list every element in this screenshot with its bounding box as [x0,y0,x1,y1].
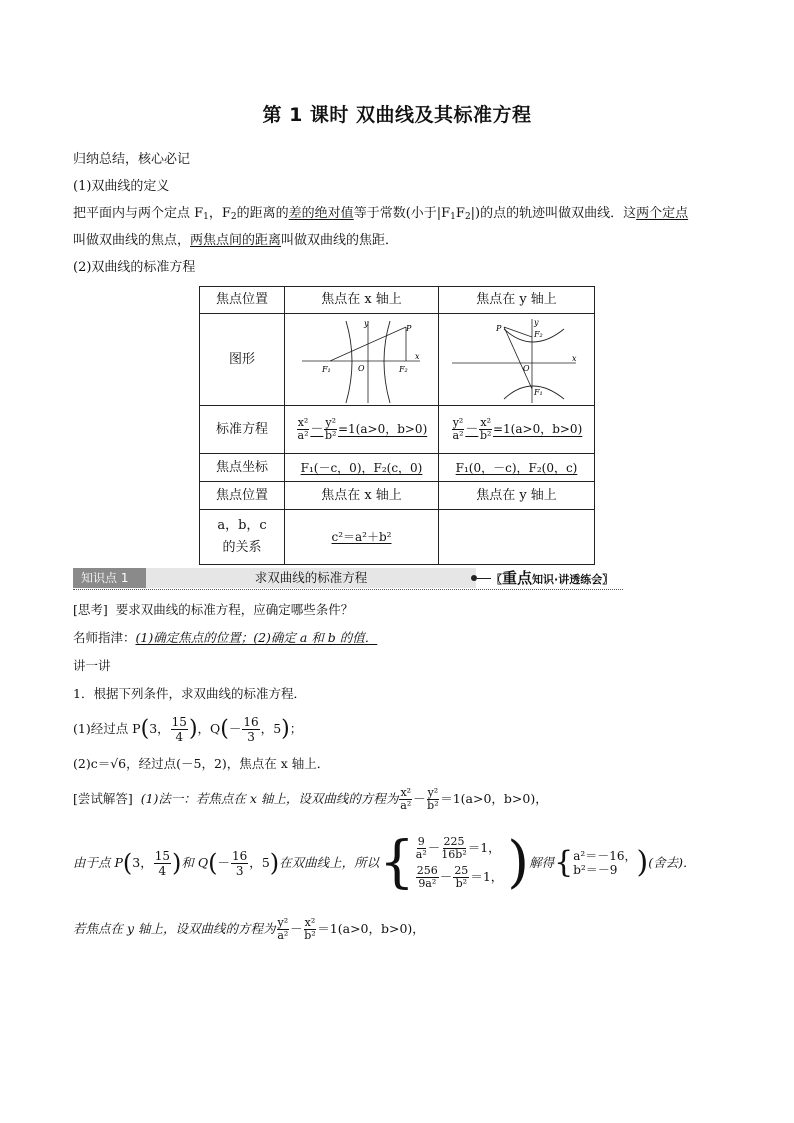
fraction [171,715,188,744]
coord: 3 [132,855,141,870]
fraction [304,917,317,942]
denominator: b² [324,429,337,442]
text: (1)法一：若焦点在 x 轴上，设双曲线的方程为 [140,791,399,806]
denominator: 9a² [418,877,437,890]
fraction [427,787,440,812]
table-cell: 标准方程 [215,421,268,437]
equation-tail: =1(a>0，b>0) [492,422,583,436]
text: 和 Q [181,855,209,870]
definition-heading: (1)双曲线的定义 [73,179,170,194]
page-title: 第 1 课时 双曲线及其标准方程 [262,104,532,126]
standard-equation-heading: (2)双曲线的标准方程 [73,260,196,275]
operator: － [217,855,231,870]
table-cell [200,510,284,564]
numerator: 16 [243,715,259,729]
table-cell: 图形 [228,351,255,367]
point-label: P [495,323,501,333]
numerator: 25 [454,864,469,877]
comma: ， [140,855,153,870]
fraction [324,417,337,442]
fraction [297,417,310,442]
question-1-part-2: (2)c＝√6，经过点(－5，2)，焦点在 x 轴上． [73,756,330,771]
equation-system [415,836,503,890]
equation-tail: ＝1， [470,869,504,884]
hyperbola-y-figure [439,314,594,405]
coord: 5 [273,721,282,736]
numerator: 16 [232,848,248,863]
table-cell: 焦点在 x 轴上 [321,487,402,503]
answer-line-2 [73,826,695,900]
denominator: 4 [158,863,167,878]
hyperbola-x-diagram [302,317,422,403]
numerator: 9 [417,835,425,848]
solution: b²＝－9 [573,863,618,877]
brace-left: { [554,845,574,880]
paren: ) [172,849,182,877]
denominator: b² [455,877,468,890]
numerator: x² [304,916,316,929]
solution: a²＝－16， [573,849,637,863]
relation-label: 的关系 [222,540,262,555]
coord: 3 [149,721,158,736]
answer-label: [尝试解答] [73,791,133,806]
subscript: 2 [230,212,237,222]
operator: － [310,422,324,437]
numerator: y² [452,416,464,429]
operator: － [228,721,242,736]
focal-line [504,327,532,389]
key-point-badge: 〖重点知识·讲透练会〗 [491,569,614,587]
badge-small: 知识·讲透练会 [532,573,603,586]
denominator: b² [427,799,439,812]
teacher-tip [73,628,377,648]
question-1: 1．根据下列条件，求双曲线的标准方程． [73,686,306,701]
operator: － [290,921,303,936]
denominator: b² [479,429,492,442]
text: 解得 [529,855,555,870]
text: 由于点 P [73,855,123,870]
text: F [455,206,465,221]
axis-label: x [414,351,420,361]
equation-x [285,406,438,453]
answer-line-3 [73,912,425,946]
origin-label: O [522,363,530,373]
paren: ) [281,716,290,742]
focus-label: F₁ [321,364,331,374]
denominator: a² [415,848,427,861]
axis-label: y [533,317,539,327]
fraction [399,787,412,812]
lecture-heading: 讲一讲 [73,658,111,673]
numerator: y² [277,916,289,929]
focus-label: F₂ [533,329,543,339]
numerator: y² [325,416,336,429]
fraction [277,917,290,942]
numerator: y² [427,786,439,799]
paren: ) [269,849,280,877]
paren-right: ) [636,845,649,880]
equation-tail: ＝1， [467,840,501,855]
subscript: 1 [450,212,456,222]
table-cell: c²＝a²＋b² [331,530,392,544]
denominator: a² [297,429,309,442]
comma: ， [157,721,170,736]
denominator: b² [304,929,316,942]
text: ，F [208,206,231,221]
think-line [73,600,353,620]
text: ＝1(a>0，b>0)， [440,791,548,806]
denominator: 3 [235,863,244,878]
fraction [154,849,171,878]
equation [415,836,503,861]
dotted-rule [73,589,623,590]
focus-label: F₁ [533,387,543,397]
summary-heading: 归纳总结，核心必记 [73,152,191,167]
knowledge-point-bar [73,568,623,590]
hyperbola-right-branch [384,321,390,403]
denominator: 4 [175,730,184,744]
think-label: [思考] [73,602,108,617]
table-cell: 焦点坐标 [215,459,268,475]
text: 等于常数(小于|F [353,206,451,221]
comma: ， [260,721,274,736]
answer-line-1 [73,782,548,816]
denominator: 3 [247,730,255,744]
operator: － [427,840,441,855]
hyperbola-x-figure [285,314,438,405]
text: |)的点的轨迹叫做双曲线．这 [470,206,637,221]
text: 把平面内与两个定点 F [73,206,204,221]
badge-big: 重点 [502,569,533,587]
numerator: 15 [154,848,171,863]
table-cell: 焦点位置 [215,487,268,503]
equation-underlined [451,417,583,442]
fraction [242,715,259,744]
axis-label: x [571,353,577,363]
teacher-text: (1)确定焦点的位置；(2)确定 a 和 b 的值． [135,630,378,645]
numerator: x² [480,416,491,429]
numerator: 15 [171,715,187,729]
solution-system [573,849,636,877]
teacher-label: 名师指津： [73,630,136,645]
paren: ) [188,716,198,742]
relation-label: a，b，c [217,518,267,533]
fraction [416,836,427,861]
denominator: a² [452,429,464,442]
hyperbola-left-branch [346,321,352,403]
table-cell: 焦点在 x 轴上 [321,292,402,307]
table-cell: F₁(－c，0)，F₂(c，0) [300,460,423,475]
text: 若焦点在 y 轴上，设双曲线的方程为 [73,921,276,936]
paren: ( [122,849,133,877]
fraction [452,417,465,442]
text: 的距离的 [236,206,289,221]
equation [415,865,503,890]
numerator: 225 [443,835,465,848]
definition-line-1 [73,204,688,227]
fraction [453,865,469,890]
equation-y [439,406,594,453]
hyperbola-y-diagram [452,317,582,403]
denominator: 16b² [441,848,467,861]
standard-equation-table [199,286,595,565]
fraction [441,836,466,861]
subscript: 1 [203,212,209,222]
knowledge-topic: 求双曲线的标准方程 [146,568,476,588]
paren: ( [140,716,150,742]
operator: － [413,791,426,806]
numerator: 256 [416,864,438,877]
underlined-term: 两个定点 [636,206,689,221]
connector-line [477,578,491,579]
operator: － [465,422,479,437]
numerator: x² [297,416,309,429]
paren: ( [220,716,229,742]
table-cell: 焦点在 y 轴上 [476,487,557,503]
axis-label: y [363,318,369,328]
text: ＝1(a>0，b>0)， [317,921,425,936]
equation-underlined [296,417,428,442]
table-cell: F₁(0，－c)，F₂(0，c) [455,460,578,475]
underlined-term: 差的绝对值 [288,206,354,221]
brace-left: { [379,830,415,895]
denominator: a² [277,929,289,942]
text: (舍去)． [648,855,696,870]
question-1-part-1 [73,712,302,747]
text: 叫做双曲线的焦距． [281,233,399,248]
table-cell: 焦点在 y 轴上 [476,292,557,307]
focus-label: F₂ [398,364,408,374]
coord: 5 [261,855,270,870]
definition-line-2 [73,231,398,251]
paren-right: ) [507,830,530,895]
denominator: a² [400,799,412,812]
text: ； [289,721,303,736]
text: 叫做双曲线的焦点， [73,233,191,248]
text: ，Q [197,721,221,736]
equation-tail: =1(a>0，b>0) [337,422,428,436]
fraction [416,865,439,890]
paren: ( [208,849,218,877]
fraction [231,849,248,878]
knowledge-tag: 知识点 1 [73,568,146,588]
underlined-term: 两焦点间的距离 [190,233,282,248]
origin-label: O [357,363,365,373]
numerator: x² [400,786,412,799]
text: 在双曲线上，所以 [279,855,380,870]
fraction [479,417,492,442]
text: (1)经过点 P [73,721,141,736]
table-cell: 焦点位置 [215,292,268,307]
subscript: 2 [464,212,471,222]
comma: ， [249,855,262,870]
point-label: P [405,323,411,333]
operator: － [439,869,453,884]
think-text: 要求双曲线的标准方程，应确定哪些条件？ [115,602,354,617]
